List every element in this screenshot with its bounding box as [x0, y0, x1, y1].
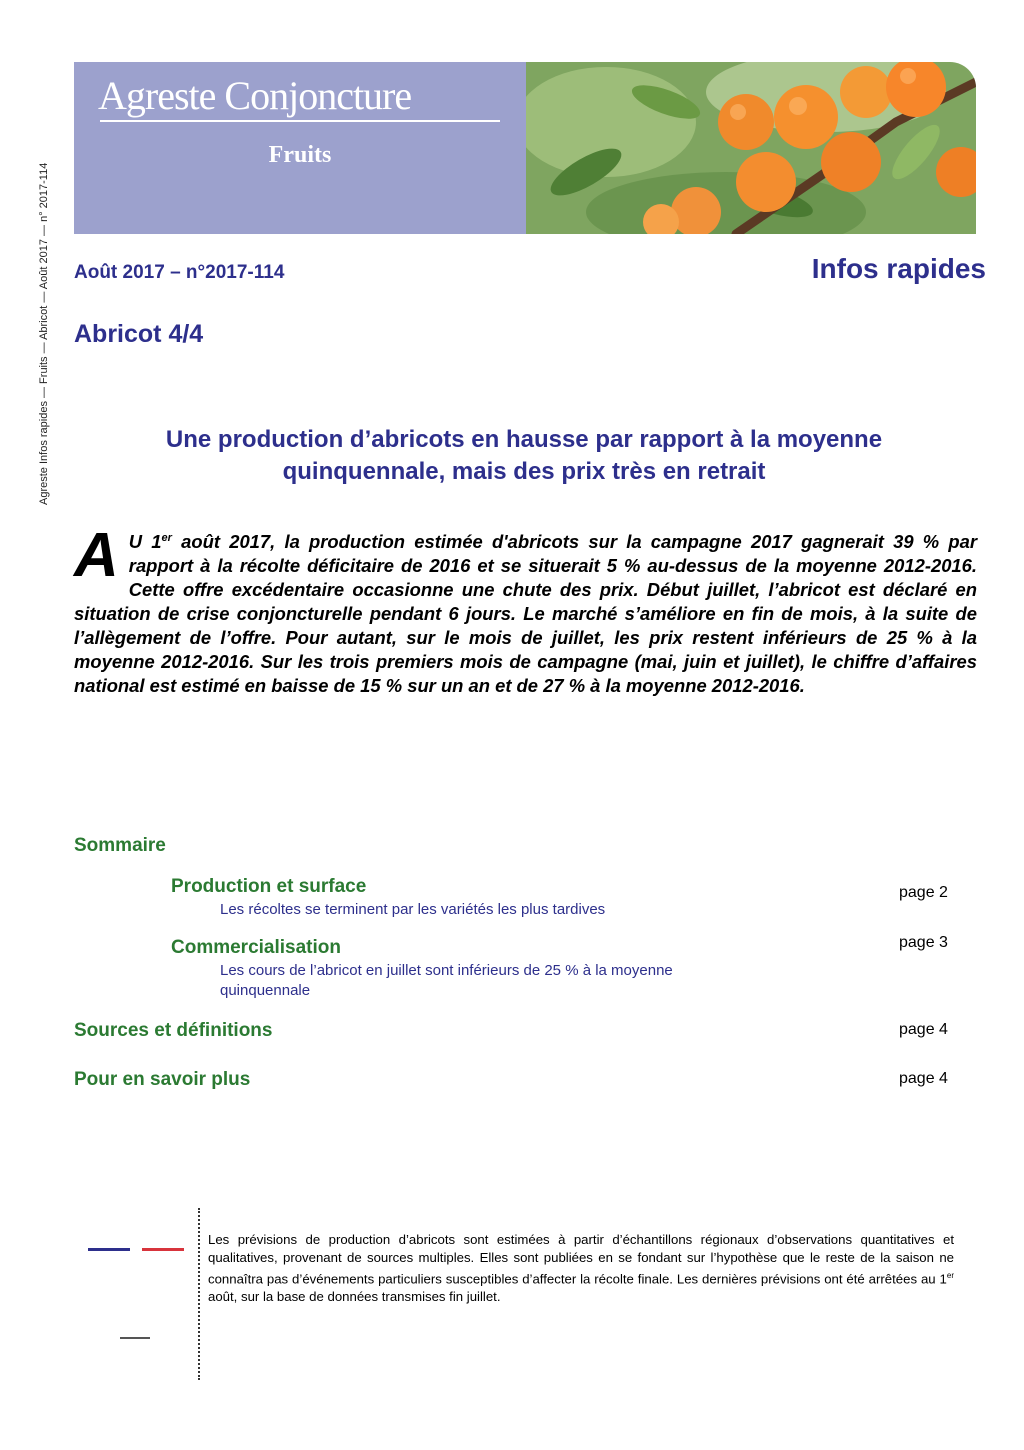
brand-subtitle: Fruits: [268, 142, 332, 168]
series-title: Infos rapides: [811, 253, 986, 284]
toc-subtitle: Les cours de l’abricot en juillet sont inférieurs de 25 % à la moyenne: [220, 962, 673, 979]
brand-title: Agreste Conjoncture: [98, 73, 412, 118]
toc-link-savoir-plus[interactable]: Pour en savoir plus: [74, 1069, 251, 1090]
note-text-start: Les prévisions de production d’abricots sont estimées à partir d’échantillons régionaux d’observations quantitatives et qualitatives, provenant de sources multiples. Elles sont publiées en se fondant sur l’hypothèse que le reste de la saison ne connaîtra pas d’événements particuliers susceptibles d’affecter la récolte finale. Les dernières prévisions ont été arrêtées au 1: [208, 1232, 954, 1287]
lead-start: U 1: [128, 531, 162, 553]
apricot-fruit: [840, 66, 892, 118]
toc-link-commercialisation[interactable]: Commercialisation: [171, 937, 341, 958]
header-banner: [74, 62, 976, 234]
toc-subtitle: Les récoltes se terminent par les variétés les plus tardives: [220, 901, 606, 918]
banner-brand-panel: [74, 62, 526, 234]
toc-link-production[interactable]: Production et surface: [171, 876, 367, 897]
headline-line: Une production d’abricots en hausse par rapport à la moyenne: [165, 426, 883, 453]
section-title: Abricot 4/4: [74, 320, 204, 348]
toc-page-number: page 2: [899, 884, 948, 901]
lead-body: août 2017, la production estimée d'abricots sur la campagne 2017 gagnerait 39 % par rapport à la récolte déficitaire de 2016 et se situerait 5 % au-dessus de la moyenne 2012-2016. Cette offre excédentaire occasionne une chute des prix. Début juillet, l’abricot est déclaré en situation de crise conjoncturelle pendant 6 jours. Le marché s’améliore en fin de mois, à la suite de l’allègement de l’offre. Pour autant, sur le mois de juillet, les prix restent inférieurs de 25 % à la moyenne 2012-2016. Sur les trois premiers mois de campagne (mai, juin et juillet), le chiffre d’affaires national est estimé en baisse de 15 % sur un an et de 27 % à la moyenne 2012-2016.: [74, 531, 978, 697]
issue-number: Août 2017 – n°2017-114: [74, 262, 285, 283]
apricot-fruit: [821, 132, 881, 192]
toc-subtitle: quinquennale: [220, 982, 311, 999]
vertical-side-label: Agreste Infos rapides — Fruits — Abricot — Août 2017 — n° 2017-114: [38, 162, 50, 505]
ministry-logo-line: [120, 1337, 150, 1339]
headline: [74, 424, 974, 488]
toc-page-number: page 3: [899, 934, 948, 951]
apricot-branch-photo: [526, 62, 976, 234]
note-text-end: août, sur la base de données transmises fin juillet.: [208, 1289, 501, 1305]
toc-page-number: page 4: [899, 1021, 948, 1038]
brand-underline: [100, 120, 500, 122]
ministry-logo-red-bar: [142, 1248, 184, 1251]
ministry-logo-blue-bar: [88, 1248, 130, 1251]
toc-page-number: page 4: [899, 1070, 948, 1087]
apricot-fruit: [736, 152, 796, 212]
toc-title: Sommaire: [74, 835, 166, 856]
methodology-note: [208, 1231, 954, 1306]
apricot-fruit: [774, 85, 838, 149]
lead-paragraph: [74, 521, 978, 698]
footer-divider: [198, 1208, 200, 1380]
note-superscript: er: [946, 1271, 954, 1280]
toc-link-sources[interactable]: Sources et définitions: [74, 1020, 273, 1041]
apricot-fruit: [718, 94, 774, 150]
lead-superscript: er: [161, 532, 172, 544]
drop-cap: A: [74, 521, 119, 590]
headline-line: quinquennale, mais des prix très en retrait: [282, 458, 766, 485]
